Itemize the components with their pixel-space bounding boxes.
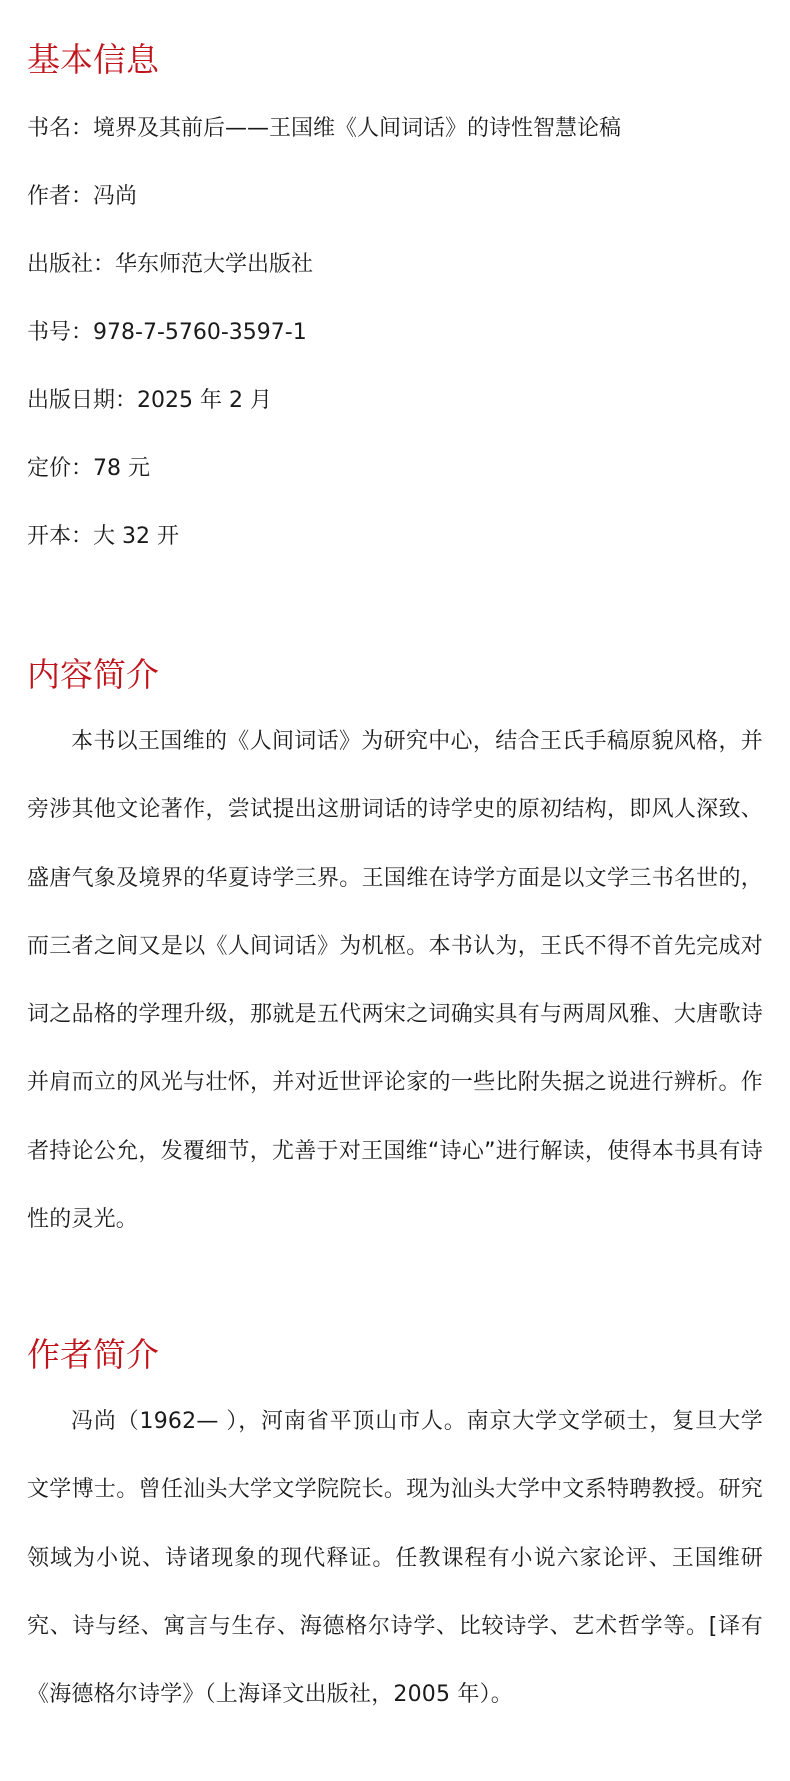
info-author (27, 182, 137, 212)
content-intro-text: 本书以王国维的《人间词话》为研究中心，结合王氏手稿原貌风格，并旁涉其他文论著作，尝试提出这册词话的诗学史的原初结构，即风人深致、盛唐气象及境界的华夏诗学三界。王国维在诗学方面是以文学三书名世的，而三者之间又是以《人间词话》为机枢。本书认为，王氏不得不首先完成对词之品格的学理升级，那就是五代两宋之词确实具有与两周风雅、大唐歌诗并肩而立的风光与壮怀，并对近世评论家的一些比附失据之说进行辨析。作者持论公允，发覆细节，尤善于对王国维“诗心”进行解读，使得本书具有诗性的灵光。 (27, 729, 763, 1233)
basic-info-heading: 基本信息 (27, 40, 159, 79)
info-label: 书号： (27, 320, 94, 345)
info-value: 2025 年 2 月 (137, 388, 272, 413)
info-value: 78 元 (93, 456, 151, 481)
info-value: 978-7-5760-3597-1 (93, 320, 307, 345)
info-label: 定价： (27, 456, 94, 481)
info-format (27, 522, 179, 552)
info-label: 书名： (27, 116, 94, 141)
author-intro-heading: 作者简介 (27, 1335, 159, 1374)
info-value: 大 32 开 (93, 524, 179, 549)
info-publish-date (27, 386, 272, 416)
author-intro-text: 冯尚（1962— ），河南省平顶山市人。南京大学文学硕士，复旦大学文学博士。曾任汕头大学文学院院长。现为汕头大学中文系特聘教授。研究领域为小说、诗诸现象的现代释证。任教课程有小说六家论评、王国维研究、诗与经、寓言与生存、海德格尔诗学、比较诗学、艺术哲学等。[译有《海德格尔诗学》（上海译文出版社，2005 年）。 (27, 1409, 763, 1708)
info-publisher (27, 250, 313, 280)
info-value: 冯尚 (93, 184, 138, 209)
info-label: 开本： (27, 524, 94, 549)
info-isbn (27, 318, 307, 348)
info-label: 出版日期： (27, 388, 138, 413)
info-book-title (27, 114, 621, 144)
info-price (27, 454, 150, 484)
info-value: 华东师范大学出版社 (115, 252, 314, 277)
content-intro-heading: 内容简介 (27, 655, 159, 694)
info-label: 作者： (27, 184, 94, 209)
info-value: 境界及其前后——王国维《人间词话》的诗性智慧论稿 (93, 116, 622, 141)
info-label: 出版社： (27, 252, 116, 277)
